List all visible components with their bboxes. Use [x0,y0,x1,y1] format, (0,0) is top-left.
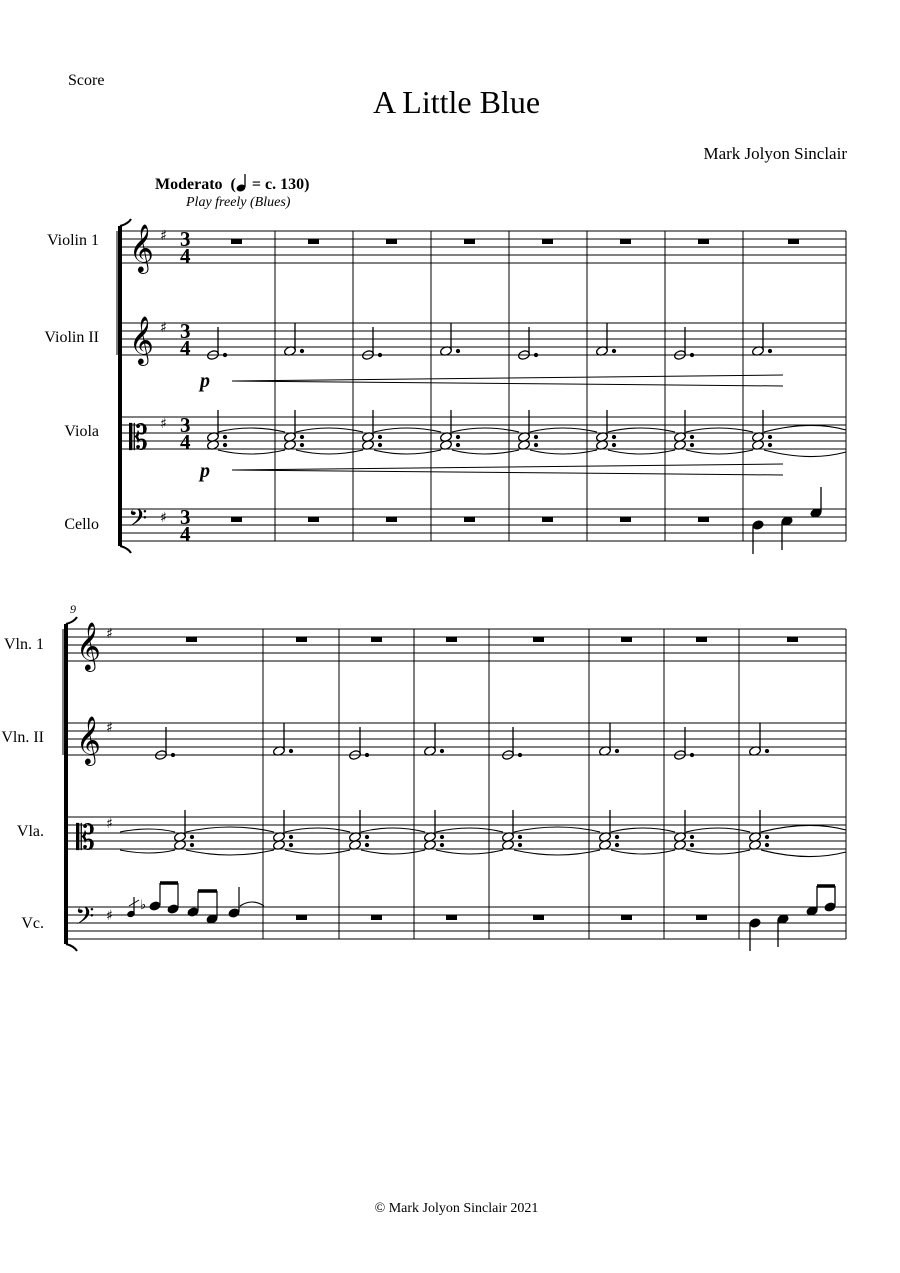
dotted-half-note [440,323,460,356]
dotted-half-dyad [273,810,293,850]
tempo-text: Moderato [155,176,223,193]
time-sig-top: 3 [180,505,191,529]
dotted-half-dyad [518,410,538,450]
dynamic-marking: p [200,370,210,392]
eighth-pair [149,883,179,914]
staff-viola [120,417,846,449]
treble-clef-icon: 𝄞 [129,223,154,272]
dotted-half-note [752,323,772,356]
dynamic-marking: p [200,460,210,482]
time-signatures [180,227,191,546]
tempo-marking: Moderato ( = c. 130) [155,176,310,193]
sharp-icon: ♯ [106,908,113,924]
dotted-half-dyad [424,810,444,850]
bracket-bottom [66,944,77,951]
dotted-half-dyad [349,810,369,850]
dotted-half-dyad [596,410,616,450]
time-sig-bottom: 4 [180,430,191,454]
bracket-bottom [120,546,131,553]
dotted-half-note [749,723,769,756]
quarter-note [749,918,761,951]
alto-clef-icon: 𝄡 [76,818,95,858]
crescendo-hairpin [232,464,783,475]
barlines [263,629,846,939]
dotted-half-dyad [362,410,382,450]
dotted-half-note [424,723,444,756]
cello-rests [231,517,709,522]
bass-clef-icon: 𝄢 [128,504,148,539]
quarter-note [777,914,789,947]
system-2 [63,617,846,951]
dotted-half-dyad [599,810,619,850]
violin-1-rests [231,239,799,244]
staff-violin-1 [120,231,846,263]
dotted-half-dyad [284,410,304,450]
dotted-half-dyad [749,810,769,850]
time-sig-top: 3 [180,319,191,343]
viola-notes [207,410,772,450]
expression-text: Play freely (Blues) [186,195,291,210]
dotted-half-note [599,723,619,756]
sharp-icon: ♯ [106,626,113,642]
cello-notes [749,886,836,951]
sharp-icon: ♯ [160,510,167,526]
sharp-icon: ♯ [160,228,167,244]
treble-clef-icon: 𝄞 [129,315,154,364]
staff-label: Violin II [44,329,99,346]
quarter-note [810,487,822,518]
crescendo-hairpin [232,375,783,386]
dotted-half-dyad [174,810,194,850]
staff-cello [120,509,846,541]
dotted-half-note [284,323,304,356]
time-sig-top: 3 [180,227,191,251]
dotted-half-note [273,723,293,756]
cello-notes [127,883,264,924]
tie [240,902,264,906]
staff-label: Cello [64,516,99,533]
composer-name: Mark Jolyon Sinclair [703,144,847,163]
treble-clef-icon: 𝄞 [76,621,101,670]
sharp-icon: ♯ [160,416,167,432]
staff-label: Vla. [16,823,44,840]
bass-clef-icon: 𝄢 [75,902,95,937]
score-label: Score [68,72,105,89]
dotted-half-dyad [440,410,460,450]
page-title: A Little Blue [372,84,541,120]
alto-clef-icon: 𝄡 [129,418,148,458]
staff-label: Vln. 1 [4,636,44,653]
cello-notes [752,487,822,554]
measure-number: 9 [70,602,76,616]
staff-label: Viola [64,423,99,440]
quarter-note [752,520,764,554]
time-sig-bottom: 4 [180,336,191,360]
dotted-half-dyad [674,410,694,450]
staff-label: Violin 1 [47,232,99,249]
quarter-note [228,887,240,918]
metronome-value: = c. 130 [251,176,305,193]
dotted-half-dyad [752,410,772,450]
staff-cello [66,907,846,939]
staff-label: Vc. [21,915,44,932]
system-2-signatures [75,621,113,937]
staff-violin-2 [66,723,846,755]
sharp-icon: ♯ [160,320,167,336]
eighth-pair [806,886,836,916]
dotted-half-dyad [674,810,694,850]
flat-icon: ♭ [140,898,147,913]
treble-clef-icon: 𝄞 [76,715,101,764]
staff-violin-1 [66,629,846,661]
cello-rests [296,915,707,920]
staff-label: Vln. II [1,729,44,746]
sharp-icon: ♯ [106,816,113,832]
copyright-notice: © Mark Jolyon Sinclair 2021 [374,1201,539,1216]
time-sig-bottom: 4 [180,244,191,268]
dotted-half-note [596,323,616,356]
staff-violin-2 [120,323,846,355]
dotted-half-dyad [502,810,522,850]
sharp-icon: ♯ [106,720,113,736]
time-sig-top: 3 [180,413,191,437]
time-sig-bottom: 4 [180,522,191,546]
violin-1-rests [186,637,798,642]
system-1-signatures [128,223,191,546]
